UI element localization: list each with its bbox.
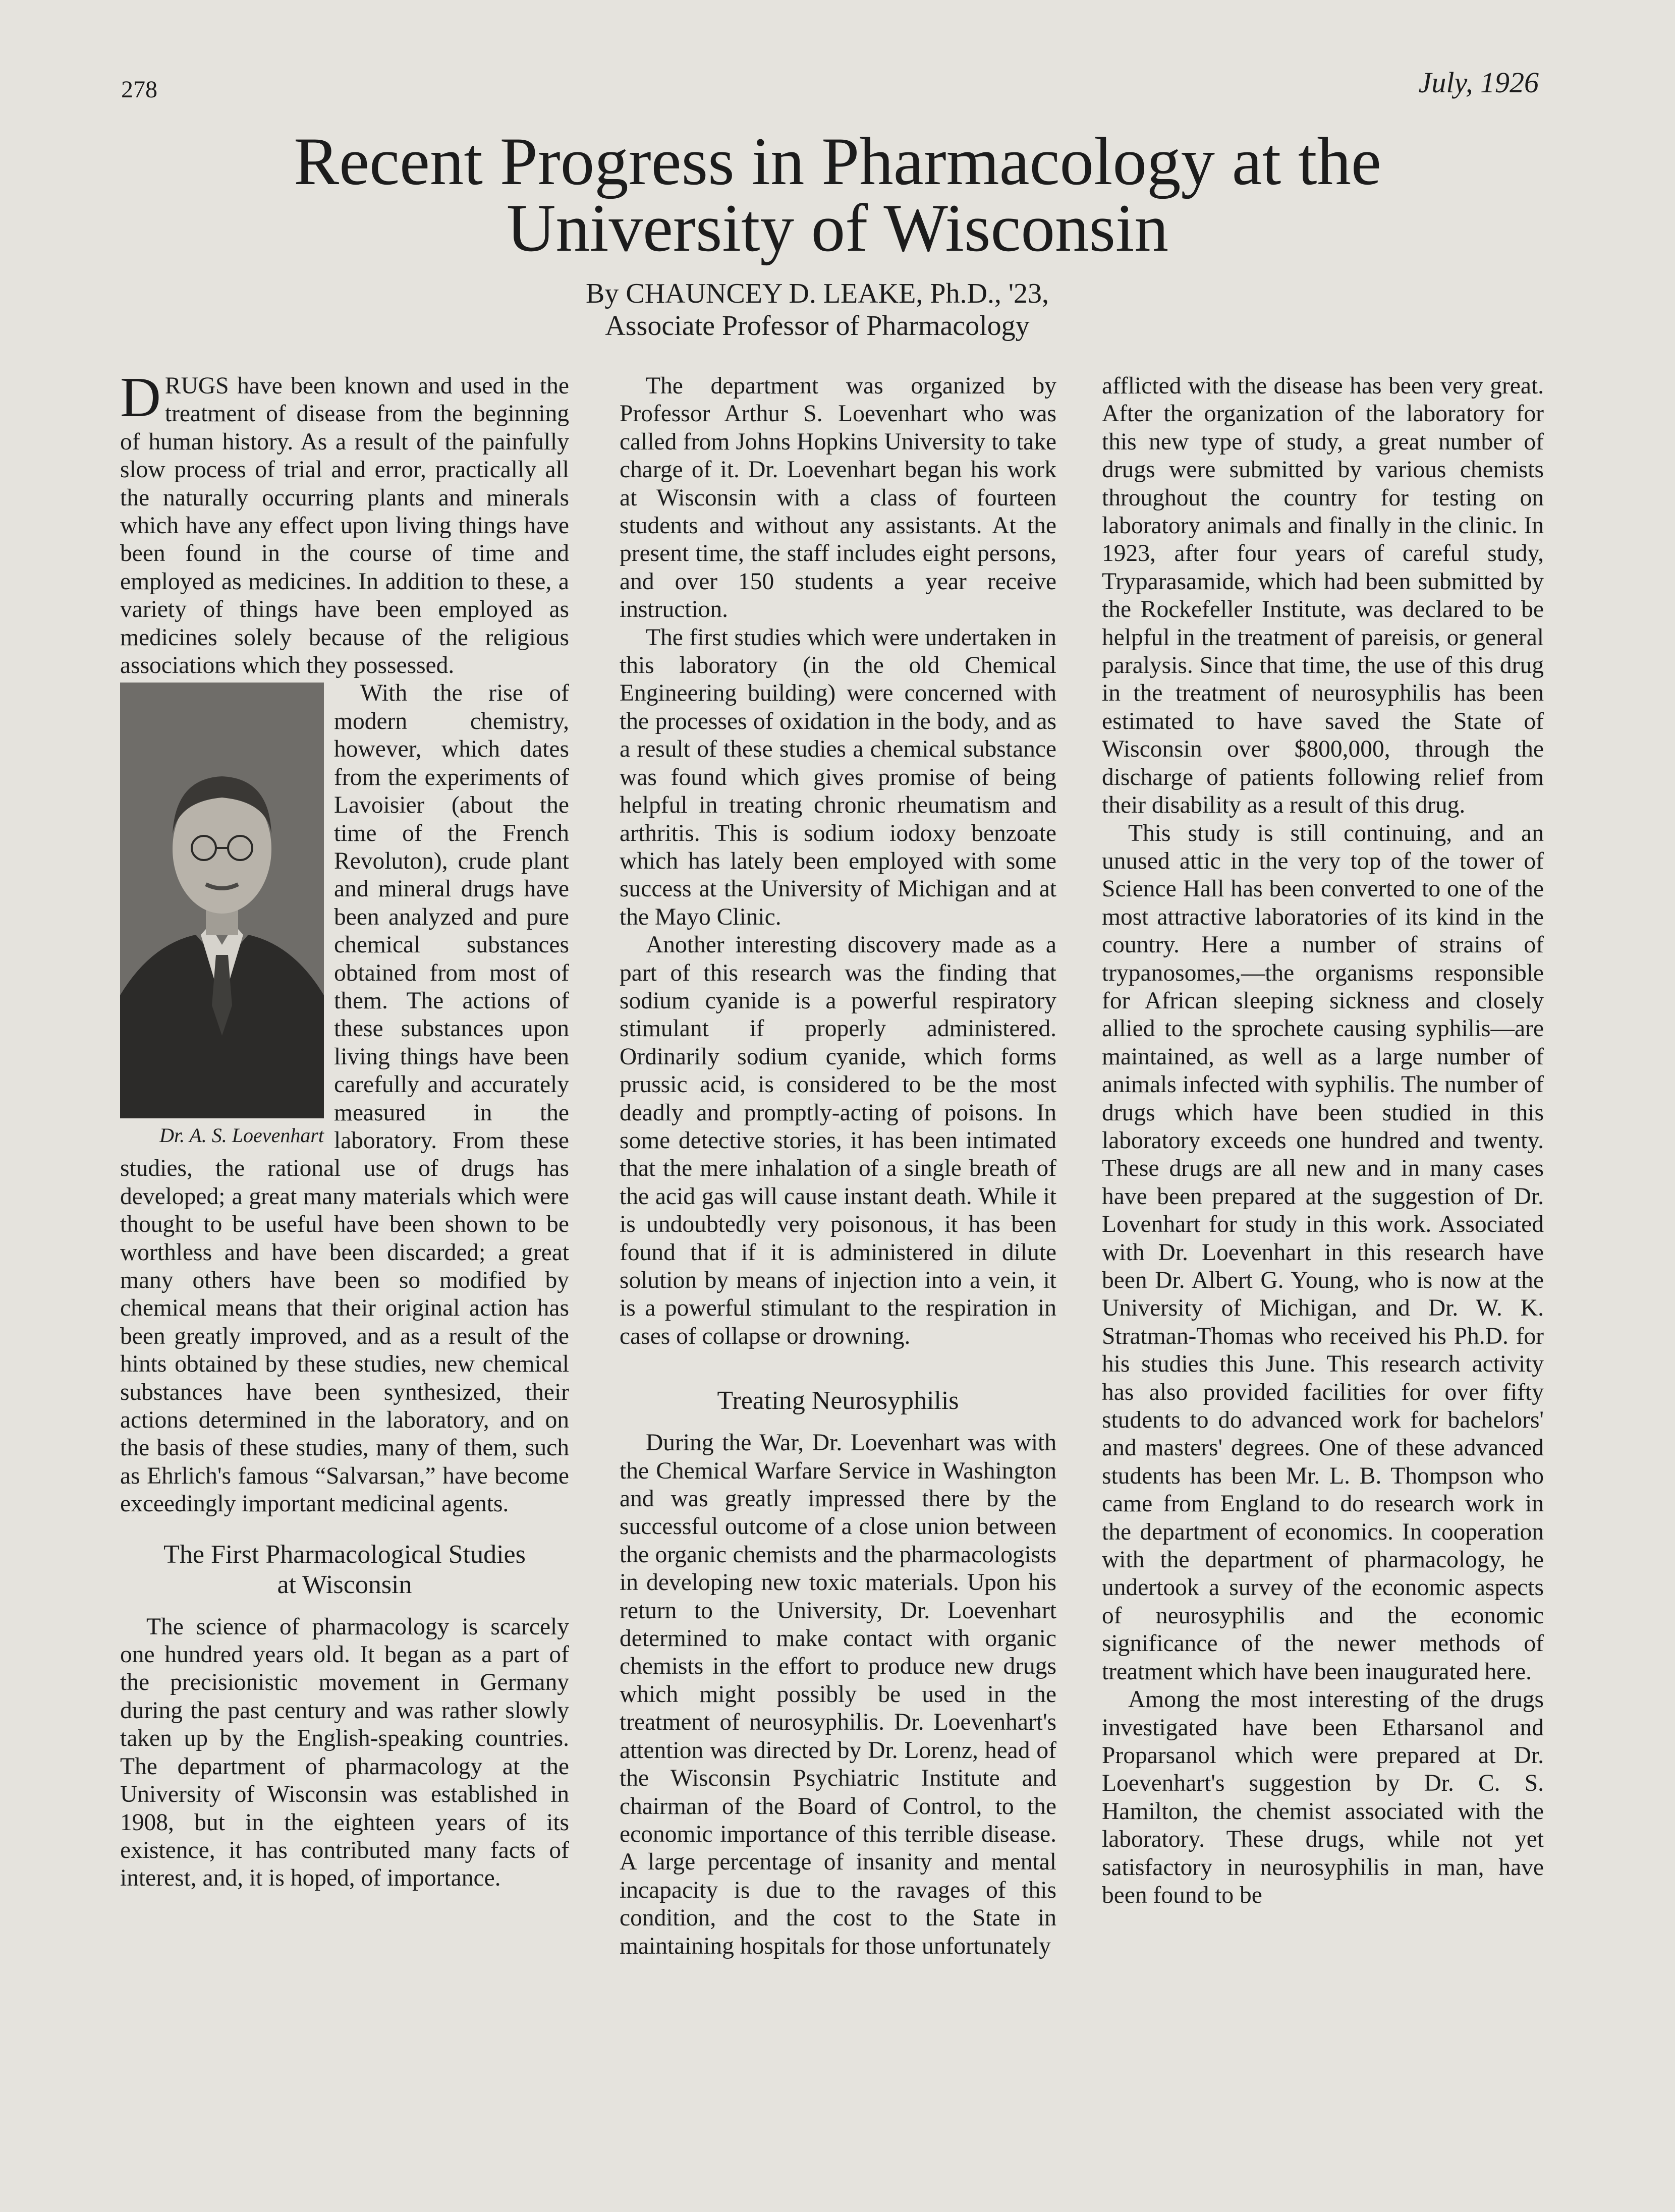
title-line-2: University of Wisconsin [507,191,1168,266]
section-heading [620,1386,1056,1416]
author-position: Associate Professor of Pharmacology [605,310,1030,342]
paragraph: Among the most interesting of the drugs investigated have been Etharsanol and Proparsanol which were prepared at Dr. Loevenhart's suggestion by Dr. C. S. Hamilton, the chemist associated with the laboratory. These drugs, while not yet satisfactory in neurosyphilis in man, have been found to be [1102,1686,1544,1908]
paragraph: With the rise of modern chemistry, however, which dates from the experiments of Lavoisier (about the time of the French Revoluton), crude plant and mineral drugs have been analyzed and pure chemical substances obtained from most of them. The actions of these substances upon living things have been carefully and accurately measured in the laboratory. From these studies, the rational use of drugs has developed; a great many materials which were thought to be useful have been shown to be worthless and have been discarded; a great many others have been so modified by chemical means that their original action has been greatly improved, and as a result of the hints obtained by these studies, new chemical substances have been synthesized, their actions determined in the laboratory, and on the basis of these studies, many of them, such as Ehrlich's famous “Salvarsan,” have become exceedingly important medicinal agents. [120,680,569,1517]
paragraph: This study is still continuing, and an unused attic in the very top of the tower of Science Hall has been converted to one of the most attractive laboratories of its kind in the country. Here a number of strains of trypanosomes,—the organisms responsible for African sleeping sickness and closely allied to the sprochete causing syphilis—are maintained, as well as a large number of animals infected with syphilis. The number of drugs which have been studied in this laboratory exceeds one hundred and twenty. These drugs are all new and in many cases have been prepared at the suggestion of Dr. Lovenhart for study in this work. Associated with Dr. Loevenhart in this research have been Dr. Albert G. Young, who is now at the University of Michigan, and Dr. W. K. Stratman-Thomas who received his Ph.D. for his studies this June. This research activity has also provided facilities for over fifty students to do advanced work for bachelors' and masters' degrees. One of these advanced students has been Mr. L. B. Thompson who came from England to do research work in the department of economics. In cooperation with the department of pharmacology, he undertook a survey of the economic aspects of neurosyphilis and the economic significance of the newer methods of treatment which have been inaugurated here. [1102,820,1544,1685]
paragraph: During the War, Dr. Loevenhart was with the Chemical Warfare Service in Washington and was greatly impressed there by the successful outcome of a close union between the organic chemists and the pharmacologists in developing new toxic materials. Upon his return to the University, Dr. Loevenhart determined to make contact with organic chemists in the effort to produce new drugs which might possibly be used in the treatment of neurosyphilis. Dr. Loevenhart's attention was directed by Dr. Lorenz, head of the Wisconsin Psychiatric Institute and chairman of the Board of Control, to the economic importance of this terrible disease. A large percentage of insanity and mental incapacity is due to the ravages of this condition, and the cost to the State in maintaining hospitals for those unfortunately [620,1430,1056,1959]
drop-cap: D [120,366,161,429]
portrait-photo [120,683,324,1118]
page-number: 278 [121,76,157,103]
issue-date: July, 1926 [1418,66,1539,99]
portrait-image [120,683,324,1118]
figure-caption: Dr. A. S. Loevenhart [159,1124,324,1147]
paragraph-text: have been known and used in the treatment of disease from the beginning of human history. As a result of the painfully slow process of trial and error, practically all the naturally occurring plants and minerals which have any effect upon living things have been found in the course of time and employed as medicines. In addition to these, a variety of things have been employed as medicines solely because of the religious associations which they possessed. [120,373,570,679]
paragraph: The first studies which were undertaken in this laboratory (in the old Chemical Engineering building) were concerned with the processes of oxidation in the body, and as a result of these studies a chemical substance was found which gives promise of being helpful in treating chronic rheumatism and arthritis. This is sodium iodoxy benzoate which has lately been employed with some success at the University of Michigan and at the Mayo Clinic. [620,624,1056,930]
title-line-1: Recent Progress in Pharmacology at the [294,124,1381,199]
paragraph: The science of pharmacology is scarcely one hundred years old. It began as a part of the precisionistic movement in Germany during the past century and was rather slowly taken up by the English-speaking countries. The department of pharmacology at the University of Wisconsin was established in 1908, but in the eighteen years of its existence, it has contributed many facts of interest, and, it is hoped, of importance. [120,1613,569,1892]
section-heading-line-2: at Wisconsin [277,1570,412,1599]
paragraph: afflicted with the disease has been very great. After the organization of the laboratory for this new type of study, a great number of drugs were submitted by various chemists throughout the country for testing on laboratory animals and finally in the clinic. In 1923, after four years of careful study, Tryparasamide, which had been submitted by the Rockefeller Institute, was declared to be helpful in the treatment of pareisis, or general paralysis. Since that time, the use of this drug in the treatment of neurosyphilis has been estimated to have saved the State of Wisconsin over $800,000, through the discharge of patients following relief from their disability as a result of this drug. [1102,373,1544,819]
paragraph: The department was organized by Professor Arthur S. Loevenhart who was called from Johns Hopkins University to take charge of it. Dr. Loevenhart began his work at Wisconsin with a class of fourteen students and without any assistants. At the present time, the staff includes eight persons, and over 150 students a year receive instruction. [620,373,1056,623]
article-title [0,124,1675,266]
portrait-figure [120,683,324,1148]
column-1 [120,366,570,1893]
column-3 [1102,372,1544,1909]
byline-block [0,277,1635,342]
paragraph: Another interesting discovery made as a part of this research was the finding that sodium cyanide is a powerful respiratory stimulant if properly administered. Ordinarily sodium cyanide, which forms prussic acid, is considered to be the most deadly and promptly-acting of poisons. In some detective stories, it has been intimated that the mere inhalation of a single breath of the acid gas will cause instant death. While it is undoubtedly very poisonous, it has been found that if it is administered in dilute solution by means of injection into a vein, it is a powerful stimulant to the respiration in cases of collapse or drowning. [620,932,1056,1349]
paragraph [120,366,570,679]
section-heading-line-1: The First Pharmacological Studies [163,1540,526,1569]
byline: By CHAUNCEY D. LEAKE, Ph.D., '23, [585,278,1049,309]
first-word: RUGS [164,373,229,399]
section-heading [120,1540,569,1600]
column-2 [620,372,1056,1960]
section-heading-line-1: Treating Neurosyphilis [717,1386,959,1415]
